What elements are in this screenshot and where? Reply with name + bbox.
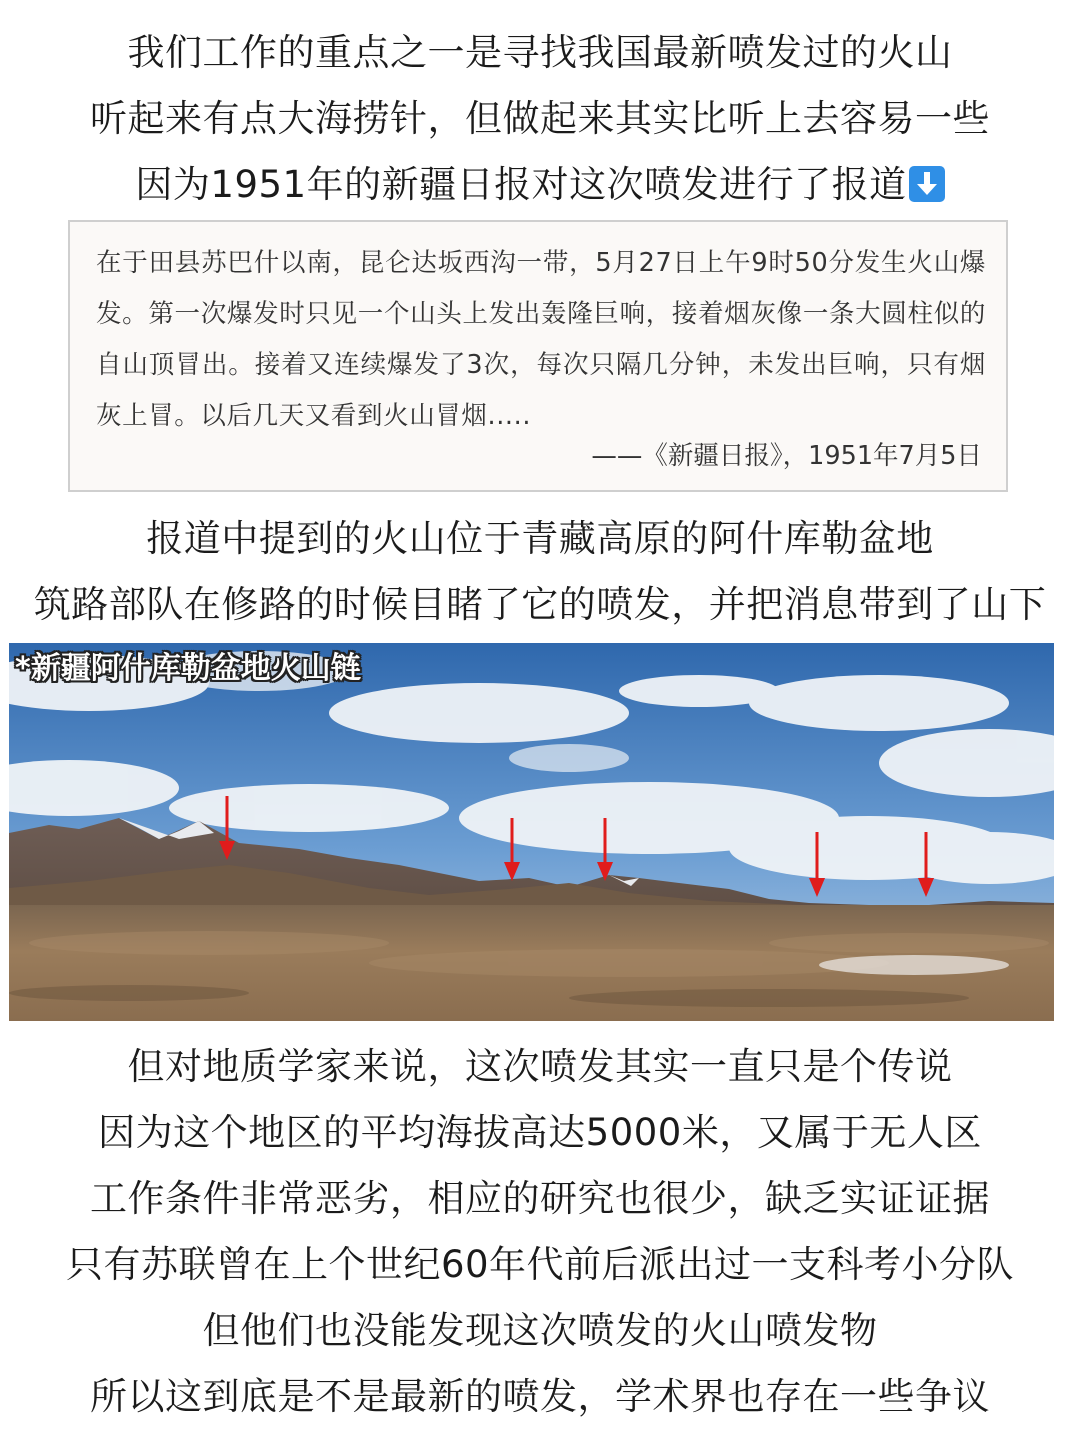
middle-line-1: 报道中提到的火山位于青藏高原的阿什库勒盆地 [146,517,934,560]
intro-line-1: 我们工作的重点之一是寻找我国最新喷发过的火山 [127,31,953,74]
intro-line-3 [0,163,1080,207]
closing-line-3: 工作条件非常恶劣，相应的研究也很少，缺乏实证证据 [90,1177,990,1220]
volcano-chain-photo [9,643,1054,1021]
middle-line-2: 筑路部队在修路的时候目睹了它的喷发，并把消息带到了山下 [33,583,1047,626]
landscape-image [9,643,1054,1021]
intro-line-3-text: 因为1951年的新疆日报对这次喷发进行了报道 [135,163,907,206]
closing-line-6: 所以这到底是不是最新的喷发，学术界也存在一些争议 [90,1375,990,1418]
closing-line-4: 只有苏联曾在上个世纪60年代前后派出过一支科考小分队 [65,1243,1015,1286]
closing-line-5: 但他们也没能发现这次喷发的火山喷发物 [202,1309,878,1352]
quote-text: 在于田县苏巴什以南，昆仑达坂西沟一带，5月27日上午9时50分发生火山爆发。第一次爆发时只见一个山头上发出轰隆巨响，接着烟灰像一条大圆柱似的自山顶冒出。接着又连续爆发了3次，每次只隔几分钟，未发出巨响，只有烟灰上冒。以后几天又看到火山冒烟..... [96,248,986,431]
newspaper-quote-box [68,220,1008,492]
quote-source: ——《新疆日报》，1951年7月5日 [591,441,982,471]
closing-line-2: 因为这个地区的平均海拔高达5000米，又属于无人区 [98,1111,982,1154]
closing-line-1: 但对地质学家来说，这次喷发其实一直只是个传说 [127,1045,953,1088]
intro-line-2: 听起来有点大海捞针，但做起来其实比听上去容易一些 [90,97,990,140]
arrow-down-icon [909,166,945,202]
photo-caption: *新疆阿什库勒盆地火山链 [15,651,361,686]
